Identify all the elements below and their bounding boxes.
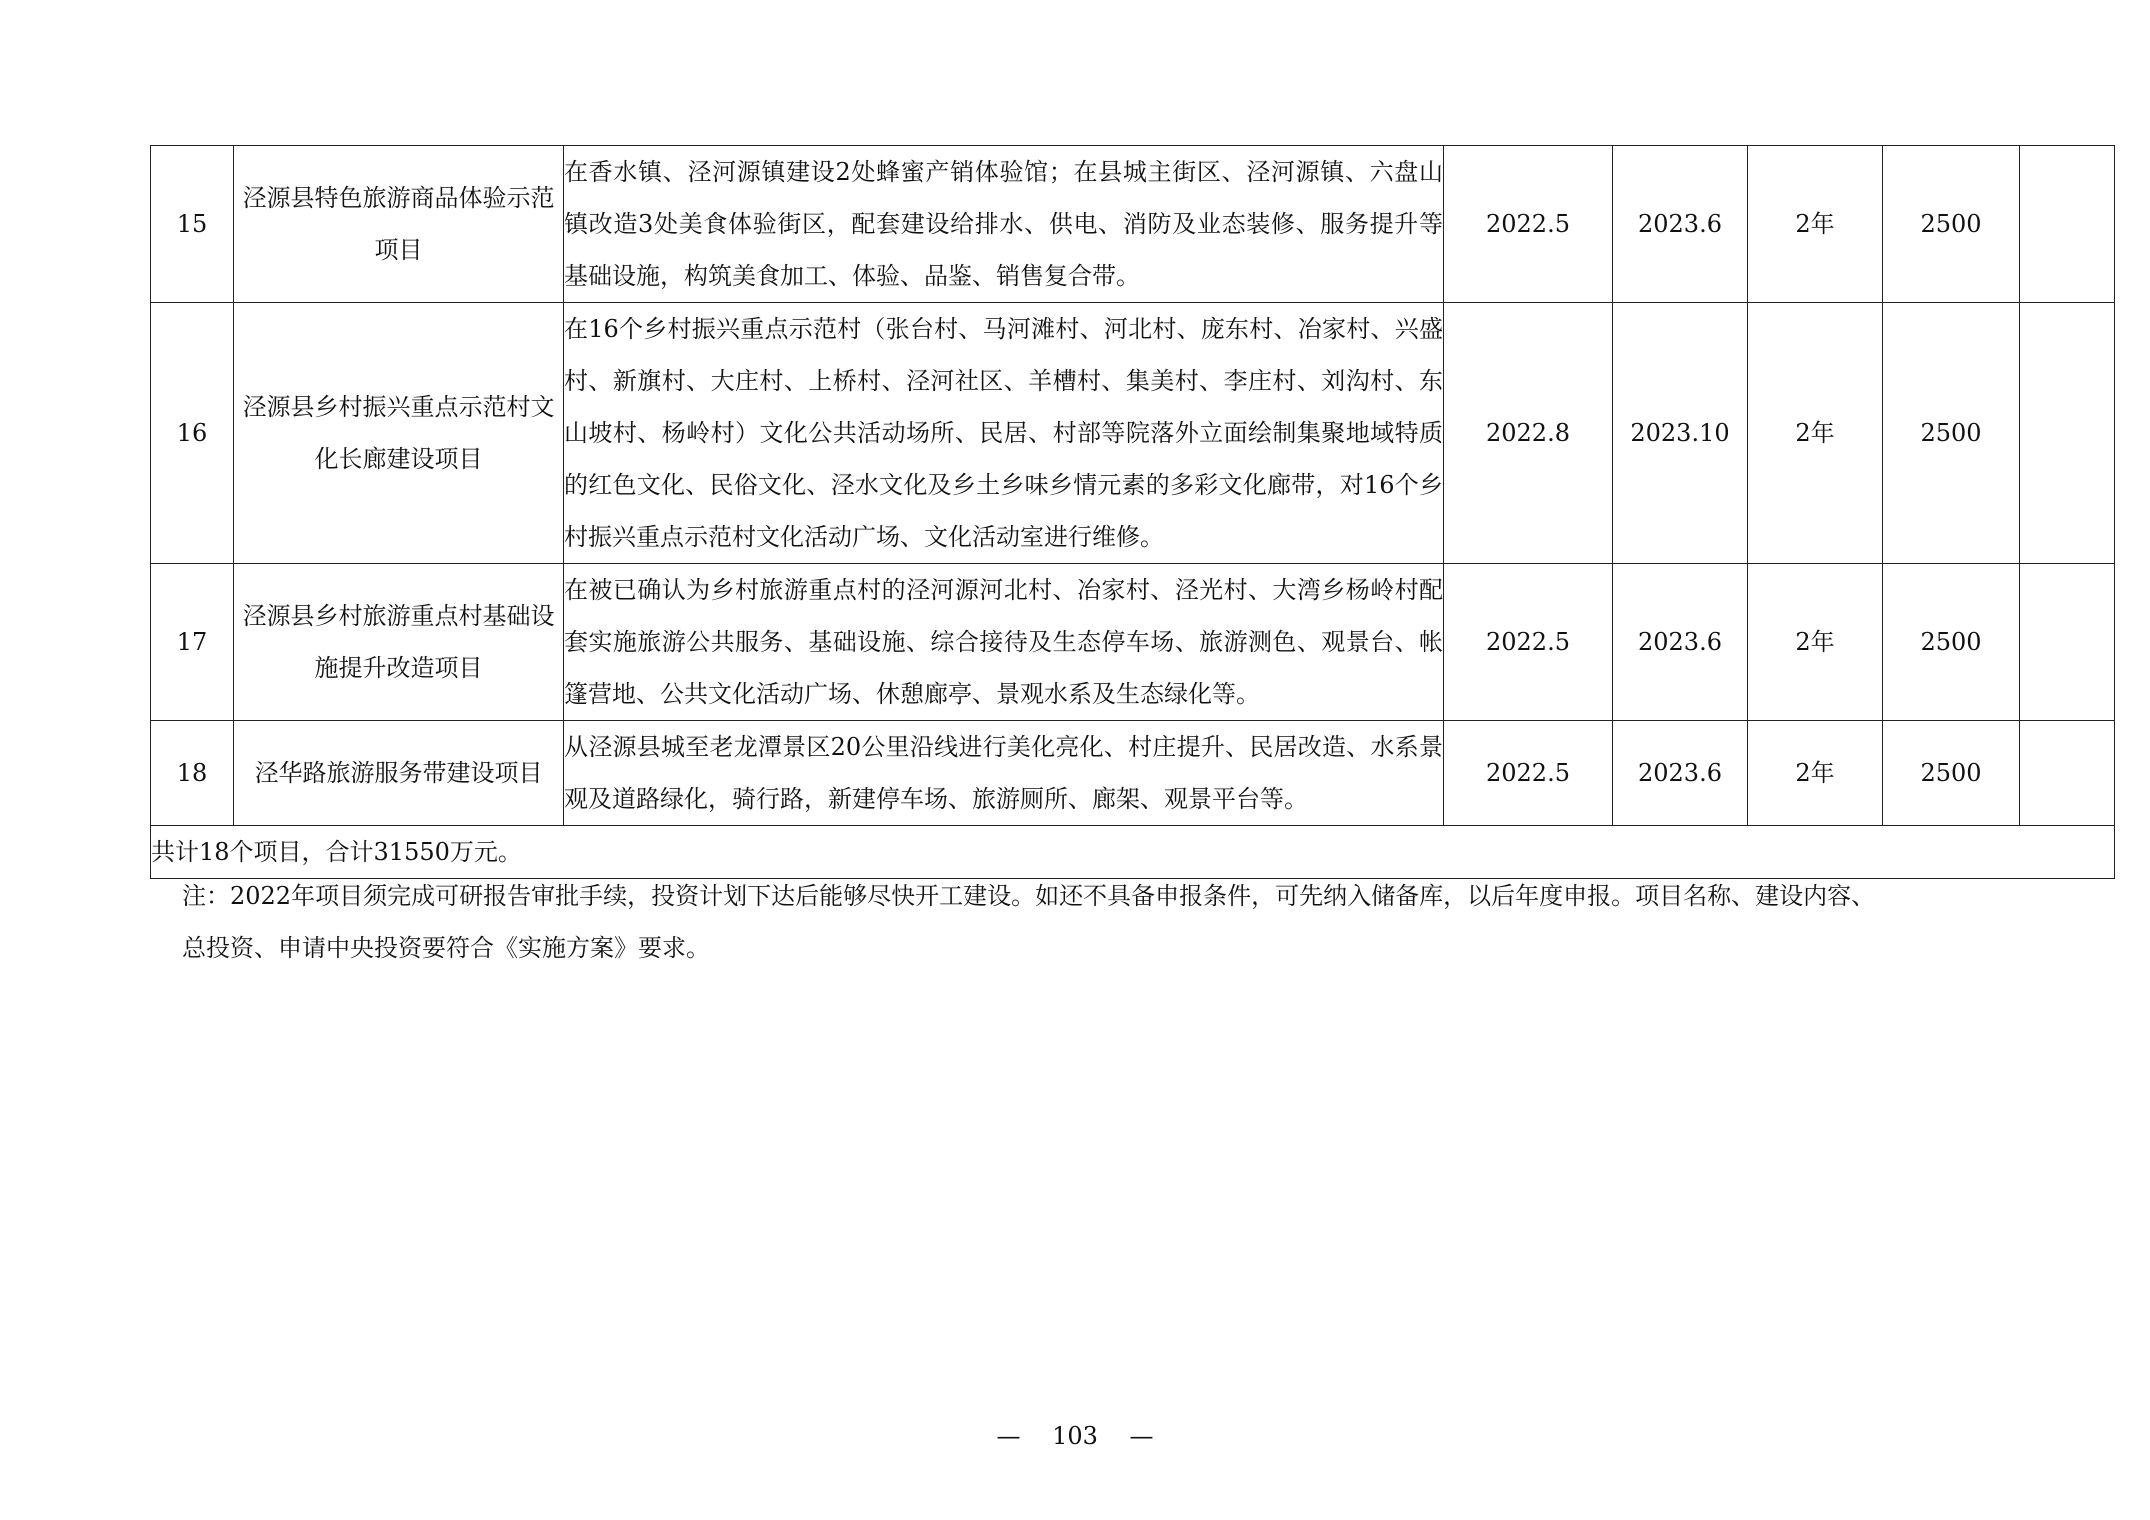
row-remark: [2020, 721, 2115, 826]
row-end: 2023.6: [1613, 564, 1748, 721]
row-seq: 16: [151, 303, 234, 564]
row-investment: 2500: [1883, 564, 2020, 721]
row-content: 在香水镇、泾河源镇建设2处蜂蜜产销体验馆；在县城主街区、泾河源镇、六盘山镇改造3处美食体验街区，配套建设给排水、供电、消防及业态装修、服务提升等基础设施，构筑美食加工、体验、品鉴、销售复合带。: [564, 146, 1444, 303]
row-investment: 2500: [1883, 146, 2020, 303]
row-end: 2023.6: [1613, 721, 1748, 826]
row-project-name: 泾源县特色旅游商品体验示范项目: [234, 146, 564, 303]
footnote: [182, 870, 2082, 974]
row-remark: [2020, 146, 2115, 303]
row-project-name: 泾华路旅游服务带建设项目: [234, 721, 564, 826]
row-period: 2年: [1748, 146, 1883, 303]
row-end: 2023.10: [1613, 303, 1748, 564]
table-row: [151, 303, 2115, 564]
total-summary: 共计18个项目，合计31550万元。: [151, 826, 2115, 879]
row-end: 2023.6: [1613, 146, 1748, 303]
footer-dash-left: —: [996, 1422, 1021, 1450]
row-period: 2年: [1748, 721, 1883, 826]
row-seq: 17: [151, 564, 234, 721]
row-seq: 15: [151, 146, 234, 303]
row-content: 在被已确认为乡村旅游重点村的泾河源河北村、冶家村、泾光村、大湾乡杨岭村配套实施旅游公共服务、基础设施、综合接待及生态停车场、旅游测色、观景台、帐篷营地、公共文化活动广场、休憩廊亭、景观水系及生态绿化等。: [564, 564, 1444, 721]
footer-dash-right: —: [1129, 1422, 1154, 1450]
table-row: [151, 721, 2115, 826]
row-start: 2022.5: [1444, 721, 1613, 826]
row-period: 2年: [1748, 564, 1883, 721]
project-table: [150, 145, 2115, 879]
footnote-line-2: 总投资、申请中央投资要符合《实施方案》要求。: [182, 934, 710, 962]
table-row: [151, 564, 2115, 721]
row-content: 在16个乡村振兴重点示范村（张台村、马河滩村、河北村、庞东村、冶家村、兴盛村、新旗村、大庄村、上桥村、泾河社区、羊槽村、集美村、李庄村、刘沟村、东山坡村、杨岭村）文化公共活动场所、民居、村部等院落外立面绘制集聚地域特质的红色文化、民俗文化、泾水文化及乡土乡味乡情元素的多彩文化廊带，对16个乡村振兴重点示范村文化活动广场、文化活动室进行维修。: [564, 303, 1444, 564]
row-period: 2年: [1748, 303, 1883, 564]
page-number: 103: [1052, 1422, 1098, 1450]
row-start: 2022.5: [1444, 146, 1613, 303]
row-investment: 2500: [1883, 303, 2020, 564]
row-project-name: 泾源县乡村旅游重点村基础设施提升改造项目: [234, 564, 564, 721]
page-number-footer: [0, 1416, 2150, 1456]
row-project-name: 泾源县乡村振兴重点示范村文化长廊建设项目: [234, 303, 564, 564]
row-remark: [2020, 303, 2115, 564]
row-start: 2022.8: [1444, 303, 1613, 564]
row-seq: 18: [151, 721, 234, 826]
footnote-line-1: 注：2022年项目须完成可研报告审批手续，投资计划下达后能够尽快开工建设。如还不具备申报条件，可先纳入储备库，以后年度申报。项目名称、建设内容、: [182, 882, 1876, 910]
row-remark: [2020, 564, 2115, 721]
table-row: [151, 146, 2115, 303]
row-start: 2022.5: [1444, 564, 1613, 721]
row-investment: 2500: [1883, 721, 2020, 826]
row-content: 从泾源县城至老龙潭景区20公里沿线进行美化亮化、村庄提升、民居改造、水系景观及道路绿化，骑行路，新建停车场、旅游厕所、廊架、观景平台等。: [564, 721, 1444, 826]
